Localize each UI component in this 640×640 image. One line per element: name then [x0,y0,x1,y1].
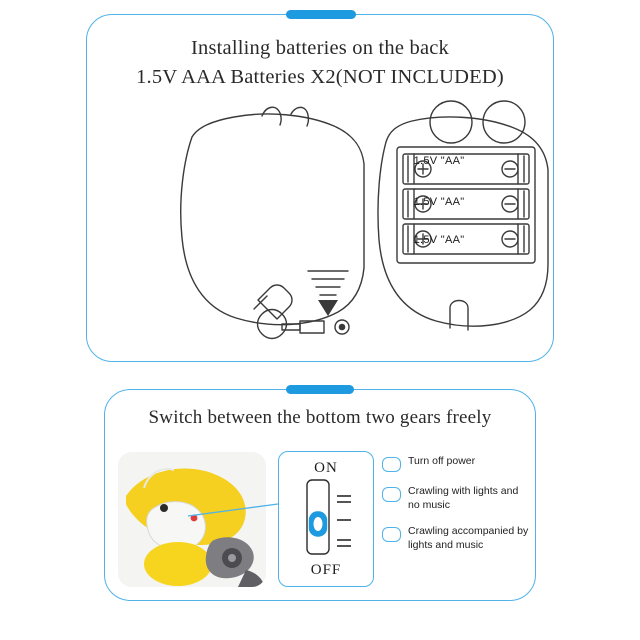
panel-top-tab [286,10,356,19]
battery-label-3: 1.5V "AA" [413,234,465,246]
switch-off-label: OFF [310,562,342,578]
legend-item [382,485,532,512]
switch-chip-icon [382,527,401,542]
legend-item [382,455,532,472]
switch-chip-icon [382,457,401,472]
switch-legend [382,455,532,565]
battery-instructions-title [96,34,544,92]
callout-connector [186,500,280,524]
legend-item-label: Turn off power [408,455,476,467]
legend-item [382,525,532,552]
title-line-2: 1.5V AAA Batteries X2(NOT INCLUDED) [136,66,504,88]
legend-item-label: Crawling accompanied by lights and music [408,525,529,551]
title-line-1: Installing batteries on the back [190,37,449,59]
panel-bottom-tab [286,385,354,394]
legend-item-label: Crawling with lights and no music [408,485,519,511]
switch-illustration [278,451,374,587]
switch-chip-icon [382,487,401,502]
battery-diagram-artwork [86,90,554,352]
battery-label-2: 1.5V "AA" [413,196,465,208]
battery-label-1: 1.5V "AA" [413,155,465,167]
switch-instructions-title: Switch between the bottom two gears freely [148,407,492,428]
switch-on-label: ON [314,460,338,476]
